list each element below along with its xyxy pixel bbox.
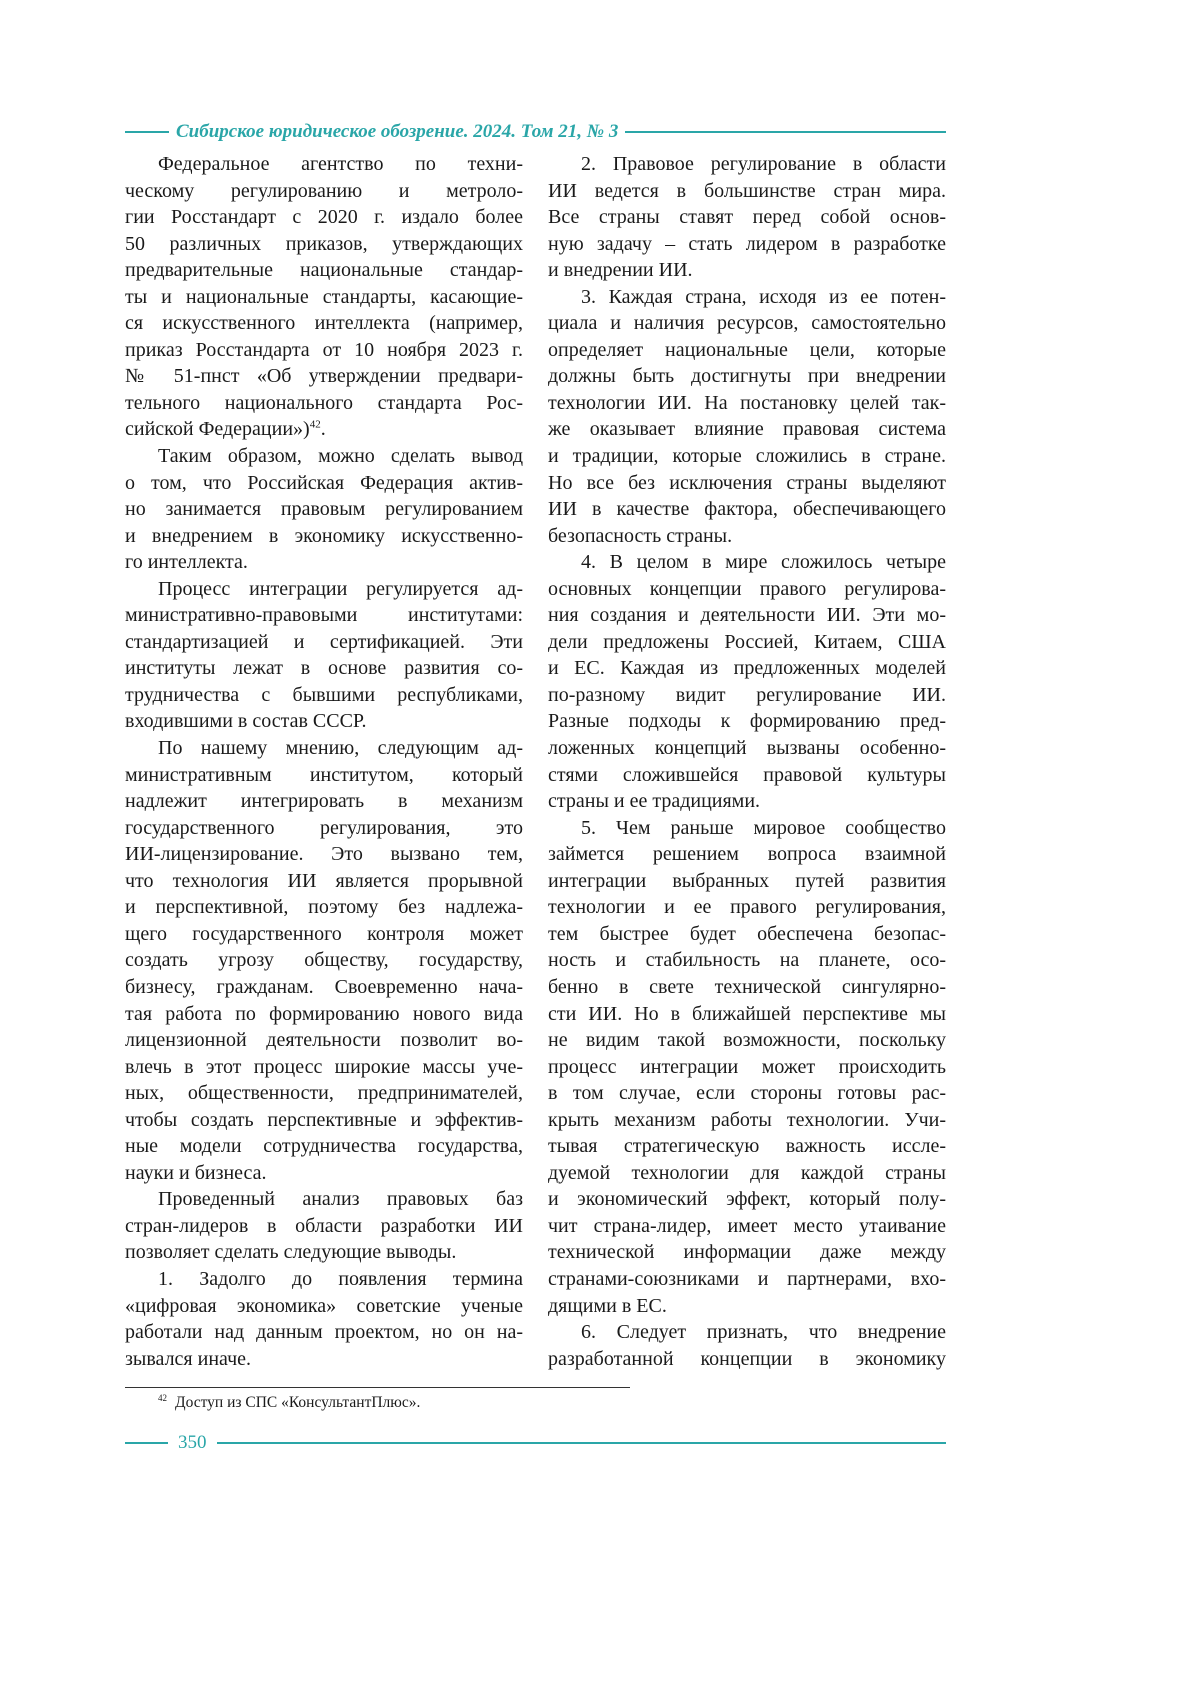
line-text: министративно-правовыми институтами: xyxy=(125,604,523,626)
text-line xyxy=(548,1027,946,1054)
line-text: Процесс интеграции регулируется ад- xyxy=(158,578,523,600)
text-line xyxy=(548,788,946,815)
text-line xyxy=(125,1293,523,1320)
line-text: ных, общественности, предпринимателей, xyxy=(125,1082,523,1104)
line-text: технической информации даже между xyxy=(548,1241,946,1263)
paragraph xyxy=(548,815,946,1319)
text-line xyxy=(548,231,946,258)
right-column xyxy=(548,151,946,1372)
line-text: позволяет сделать следующие выводы. xyxy=(125,1241,456,1263)
text-line xyxy=(548,1186,946,1213)
text-line xyxy=(125,257,523,284)
text-line xyxy=(125,178,523,205)
header-rule-right xyxy=(625,131,946,133)
text-line xyxy=(125,921,523,948)
line-text: 2. Правовое регулирование в области xyxy=(581,153,946,175)
text-line xyxy=(125,788,523,815)
text-line xyxy=(125,151,523,178)
text-line xyxy=(548,1001,946,1028)
text-line xyxy=(125,1346,523,1373)
line-text: процесс интеграции может происходить xyxy=(548,1056,946,1078)
text-line xyxy=(548,1319,946,1346)
line-text: зывался иначе. xyxy=(125,1348,251,1370)
text-line xyxy=(548,310,946,337)
line-text: и ЕС. Каждая из предложенных моделей xyxy=(548,657,946,679)
line-text: тывая стратегическую важность иссле- xyxy=(548,1135,946,1157)
text-line xyxy=(548,470,946,497)
line-text: бизнесу, гражданам. Своевременно нача- xyxy=(125,976,523,998)
footnote-number: 42 xyxy=(158,1393,167,1403)
paragraph xyxy=(548,1319,946,1372)
line-text: Разные подходы к формированию пред- xyxy=(548,710,946,732)
text-line xyxy=(125,1080,523,1107)
text-line xyxy=(125,1319,523,1346)
line-text: Все страны ставят перед собой основ- xyxy=(548,206,946,228)
line-text: стандартизацией и сертификацией. Эти xyxy=(125,631,523,653)
line-text: и внедрением в экономику искусственно- xyxy=(125,525,523,547)
text-line xyxy=(125,1213,523,1240)
line-text: технологии ИИ. На постановку целей так- xyxy=(548,392,946,414)
line-text: крыть механизм работы технологии. Учи- xyxy=(548,1109,946,1131)
line-text: министративным институтом, который xyxy=(125,764,523,786)
line-text: сийской Федерации») xyxy=(125,418,310,440)
line-text: 5. Чем раньше мировое сообщество xyxy=(581,817,946,839)
line-text-end: . xyxy=(321,418,326,440)
line-text: 3. Каждая страна, исходя из ее потен- xyxy=(581,286,946,308)
text-line xyxy=(125,231,523,258)
line-text: входившими в состав СССР. xyxy=(125,710,367,732)
text-line xyxy=(548,496,946,523)
line-text: безопасность страны. xyxy=(548,525,732,547)
text-line xyxy=(548,762,946,789)
line-text: создать угрозу обществу, государству, xyxy=(125,949,523,971)
line-text: тая работа по формированию нового вида xyxy=(125,1003,523,1025)
text-line xyxy=(548,1293,946,1320)
footnote-reference[interactable]: 42 xyxy=(310,419,321,431)
text-line xyxy=(548,602,946,629)
line-text: влечь в этот процесс широкие массы уче- xyxy=(125,1056,523,1078)
line-text: должны быть достигнуты при внедрении xyxy=(548,365,946,387)
text-line xyxy=(125,1239,523,1266)
text-line xyxy=(125,1160,523,1187)
text-line xyxy=(548,151,946,178)
text-line xyxy=(125,1001,523,1028)
line-text: 4. В целом в мире сложилось четыре xyxy=(581,551,946,573)
line-text: гии Росстандарт с 2020 г. издало более xyxy=(125,206,523,228)
line-text: государственного регулирования, это xyxy=(125,817,523,839)
text-line xyxy=(548,1346,946,1373)
line-text: 50 различных приказов, утверждающих xyxy=(125,233,523,255)
text-line xyxy=(125,708,523,735)
text-line xyxy=(548,363,946,390)
text-line xyxy=(548,921,946,948)
left-column xyxy=(125,151,523,1372)
text-line xyxy=(125,443,523,470)
paragraph xyxy=(125,735,523,1186)
journal-title: Сибирское юридическое обозрение. 2024. Том 21, № 3 xyxy=(169,121,625,143)
line-text: Но все без исключения страны выделяют xyxy=(548,472,946,494)
line-text: ИИ в качестве фактора, обеспечивающего xyxy=(548,498,946,520)
text-line xyxy=(125,204,523,231)
text-line xyxy=(125,1027,523,1054)
line-text: ность и стабильность на планете, осо- xyxy=(548,949,946,971)
line-text: но занимается правовым регулированием xyxy=(125,498,523,520)
text-line xyxy=(125,576,523,603)
line-text: «цифровая экономика» советские ученые xyxy=(125,1295,523,1317)
text-line xyxy=(548,1213,946,1240)
line-text: по-разному видит регулирование ИИ. xyxy=(548,684,946,706)
paragraph xyxy=(548,549,946,814)
text-line xyxy=(548,947,946,974)
line-text: предварительные национальные стандар- xyxy=(125,259,523,281)
paragraph xyxy=(125,1186,523,1266)
text-line xyxy=(548,549,946,576)
text-line xyxy=(548,337,946,364)
line-text: определяет национальные цели, которые xyxy=(548,339,946,361)
text-line xyxy=(125,735,523,762)
line-text: стями сложившейся правовой культуры xyxy=(548,764,946,786)
text-line xyxy=(548,708,946,735)
paragraph xyxy=(125,151,523,443)
text-line xyxy=(125,416,523,443)
footer-rule-right xyxy=(217,1442,947,1444)
header-rule-left xyxy=(125,131,169,133)
text-line xyxy=(548,257,946,284)
text-line xyxy=(125,868,523,895)
line-text: и экономический эффект, который полу- xyxy=(548,1188,946,1210)
line-text: странами-союзниками и партнерами, вхо- xyxy=(548,1268,946,1290)
line-text: чит страна-лидер, имеет место утаивание xyxy=(548,1215,946,1237)
text-line xyxy=(125,655,523,682)
paragraph xyxy=(548,284,946,549)
text-line xyxy=(125,974,523,1001)
text-line xyxy=(125,1186,523,1213)
footer-rule-left xyxy=(125,1442,168,1444)
line-text: чтобы создать перспективные и эффектив- xyxy=(125,1109,523,1131)
line-text: работали над данным проектом, но он на- xyxy=(125,1321,523,1343)
line-text: же оказывает влияние правовая система xyxy=(548,418,946,440)
text-line xyxy=(548,1054,946,1081)
line-text: ИИ ведется в большинстве стран мира. xyxy=(548,180,946,202)
line-text: дели предложены Россией, Китаем, США xyxy=(548,631,946,653)
line-text: ты и национальные стандарты, касающие- xyxy=(125,286,523,308)
line-text: о том, что Российская Федерация актив- xyxy=(125,472,523,494)
line-text: Федеральное агентство по техни- xyxy=(158,153,523,175)
running-header xyxy=(125,120,946,144)
text-line xyxy=(125,762,523,789)
text-line xyxy=(548,284,946,311)
text-line xyxy=(125,1266,523,1293)
line-text: ИИ-лицензирование. Это вызвано тем, xyxy=(125,843,523,865)
text-line xyxy=(125,496,523,523)
line-text: лицензионной деятельности позволит во- xyxy=(125,1029,523,1051)
line-text: и традиции, которые сложились в стране. xyxy=(548,445,946,467)
text-line xyxy=(125,523,523,550)
text-line xyxy=(125,549,523,576)
line-text: займется решением вопроса взаимной xyxy=(548,843,946,865)
text-line xyxy=(125,1133,523,1160)
line-text: ния создания и деятельности ИИ. Эти мо- xyxy=(548,604,946,626)
line-text: разработанной концепции в экономику xyxy=(548,1348,946,1370)
line-text: интеграции выбранных путей развития xyxy=(548,870,946,892)
text-line xyxy=(125,1107,523,1134)
line-text: щего государственного контроля может xyxy=(125,923,523,945)
line-text: ные модели сотрудничества государства, xyxy=(125,1135,523,1157)
line-text: циала и наличия ресурсов, самостоятельно xyxy=(548,312,946,334)
line-text: № 51-пнст «Об утверждении предвари- xyxy=(125,365,523,387)
footnote-text: Доступ из СПС «КонсультантПлюс». xyxy=(175,1394,420,1411)
text-line xyxy=(125,841,523,868)
text-line xyxy=(548,655,946,682)
line-text: ся искусственного интеллекта (например, xyxy=(125,312,523,334)
text-line xyxy=(548,443,946,470)
line-text: не видим такой возможности, поскольку xyxy=(548,1029,946,1051)
line-text: го интеллекта. xyxy=(125,551,248,573)
text-line xyxy=(548,868,946,895)
text-line xyxy=(548,894,946,921)
line-text: и перспективной, поэтому без надлежа- xyxy=(125,896,523,918)
line-text: 1. Задолго до появления термина xyxy=(158,1268,523,1290)
paragraph xyxy=(548,151,946,284)
text-line xyxy=(125,390,523,417)
line-text: институты лежат в основе развития со- xyxy=(125,657,523,679)
text-line xyxy=(548,416,946,443)
line-text: дуемой технологии для каждой страны xyxy=(548,1162,946,1184)
line-text: трудничества с бывшими республиками, xyxy=(125,684,523,706)
text-line xyxy=(125,363,523,390)
page-footer xyxy=(125,1432,946,1454)
line-text: ложенных концепций вызваны особенно- xyxy=(548,737,946,759)
text-line xyxy=(548,735,946,762)
footnote-separator xyxy=(125,1387,630,1388)
text-line xyxy=(548,974,946,1001)
text-line xyxy=(548,1160,946,1187)
text-line xyxy=(125,602,523,629)
line-text: ческому регулированию и метроло- xyxy=(125,180,523,202)
text-line xyxy=(548,576,946,603)
text-line xyxy=(548,815,946,842)
line-text: науки и бизнеса. xyxy=(125,1162,267,1184)
text-line xyxy=(548,523,946,550)
text-line xyxy=(548,1239,946,1266)
text-line xyxy=(125,629,523,656)
line-text: По нашему мнению, следующим ад- xyxy=(158,737,523,759)
paragraph xyxy=(125,443,523,576)
text-line xyxy=(548,204,946,231)
line-text: в том случае, если стороны готовы рас- xyxy=(548,1082,946,1104)
line-text: основных концепции правого регулирова- xyxy=(548,578,946,600)
line-text: сти ИИ. Но в ближайшей перспективе мы xyxy=(548,1003,946,1025)
text-line xyxy=(548,390,946,417)
line-text: и внедрении ИИ. xyxy=(548,259,693,281)
text-line xyxy=(125,894,523,921)
line-text: Проведенный анализ правовых баз xyxy=(158,1188,523,1210)
text-line xyxy=(125,815,523,842)
text-line xyxy=(125,310,523,337)
line-text: приказ Росстандарта от 10 ноября 2023 г. xyxy=(125,339,523,361)
page-number: 350 xyxy=(168,1432,217,1454)
line-text: что технология ИИ является прорывной xyxy=(125,870,523,892)
line-text: надлежит интегрировать в механизм xyxy=(125,790,523,812)
line-text: страны и ее традициями. xyxy=(548,790,760,812)
text-line xyxy=(548,1266,946,1293)
line-text: Таким образом, можно сделать вывод xyxy=(158,445,523,467)
line-text: ную задачу – стать лидером в разработке xyxy=(548,233,946,255)
line-text: стран-лидеров в области разработки ИИ xyxy=(125,1215,523,1237)
paragraph xyxy=(125,1266,523,1372)
text-line xyxy=(125,1054,523,1081)
footnote xyxy=(158,1394,420,1412)
line-text: технологии и ее правого регулирования, xyxy=(548,896,946,918)
line-text: дящими в ЕС. xyxy=(548,1295,667,1317)
line-text: тельного национального стандарта Рос- xyxy=(125,392,523,414)
text-line xyxy=(125,947,523,974)
text-line xyxy=(548,629,946,656)
text-line xyxy=(548,841,946,868)
paragraph xyxy=(125,576,523,735)
text-line xyxy=(125,337,523,364)
text-line xyxy=(548,682,946,709)
text-line xyxy=(548,1080,946,1107)
line-text: тем быстрее будет обеспечена безопас- xyxy=(548,923,946,945)
line-text: бенно в свете технической сингулярно- xyxy=(548,976,946,998)
text-line xyxy=(548,1107,946,1134)
text-line xyxy=(125,470,523,497)
text-line xyxy=(548,1133,946,1160)
text-line xyxy=(125,284,523,311)
line-text: 6. Следует признать, что внедрение xyxy=(581,1321,946,1343)
text-line xyxy=(548,178,946,205)
text-line xyxy=(125,682,523,709)
